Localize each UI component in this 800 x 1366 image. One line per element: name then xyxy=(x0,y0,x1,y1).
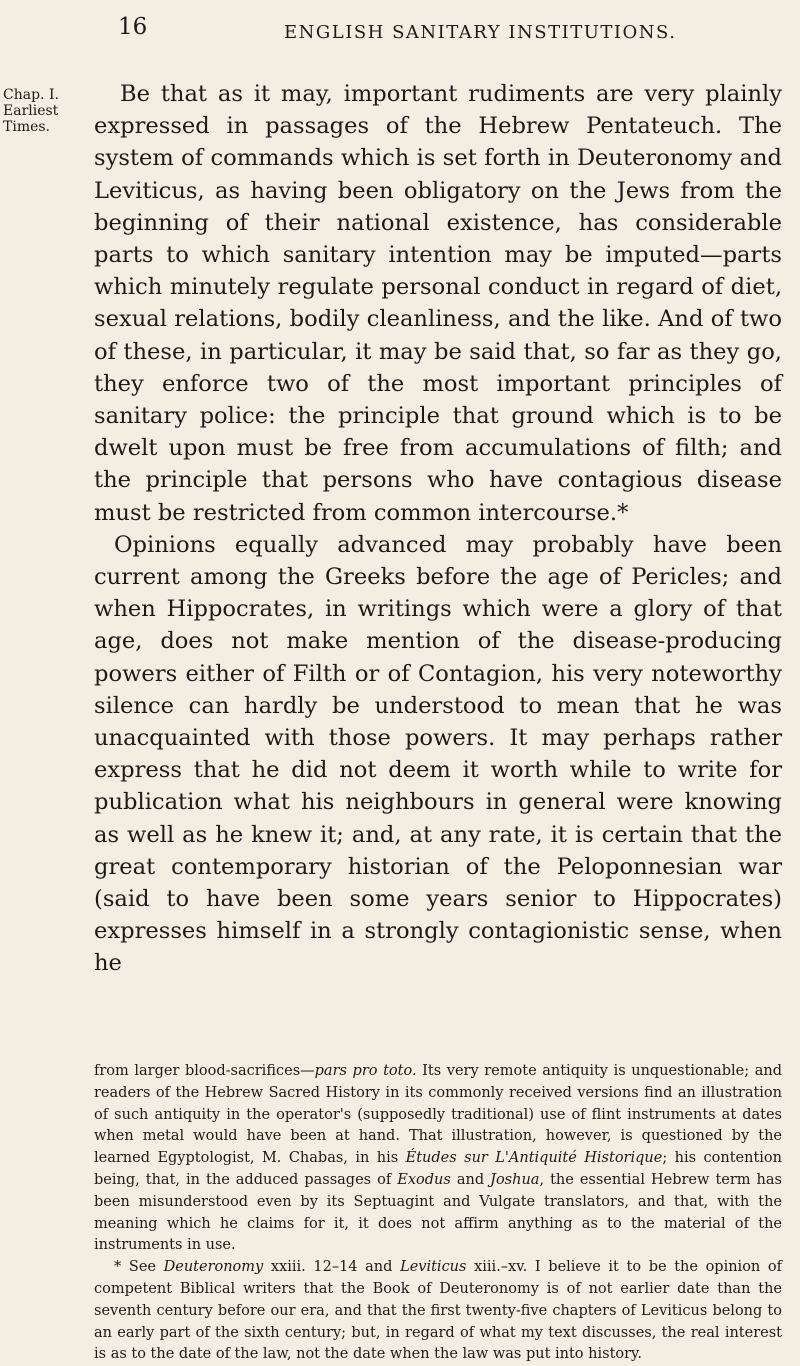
fn1-italic-1: pars pro toto. xyxy=(314,1063,417,1079)
fn1-italic-3: Exodus xyxy=(397,1171,451,1188)
fn1-italic-4: Joshua xyxy=(490,1171,540,1188)
footnote-continuation xyxy=(94,1061,782,1257)
running-head: ENGLISH SANITARY INSTITUTIONS. xyxy=(284,22,677,43)
fn1-text-d: and xyxy=(450,1171,491,1188)
fn2-italic-1: Deuteronomy xyxy=(163,1259,264,1276)
fn2-text-a: * See xyxy=(114,1259,164,1276)
fn2-text-b: xxiii. 12–14 and xyxy=(263,1259,401,1276)
fn2-text-c: xiii.–xv. I believe it to be the opinion of competent Biblical writers that the Book of Deuteronomy is of not earlier date than the seventh century before our era, and that the first twenty-five chapters of Leviticus belong to an early part of the sixth century; but, in regard of what my text discusses, the real interest is as to the date of the law, not the date when the law was put into history. xyxy=(94,1259,782,1363)
fn1-text-e: , the essential Hebrew term has been misunderstood even by its Septuagint and Vulgate translators, and that, with the meaning which he claims for it, it does not affirm anything as to the material of the instruments in use. xyxy=(94,1171,782,1254)
margin-note-chapter: Chap. I. xyxy=(3,87,59,103)
margin-note xyxy=(3,87,67,135)
footnote-star xyxy=(94,1257,782,1366)
margin-note-line-1: Earliest xyxy=(3,103,59,119)
page-number: 16 xyxy=(118,14,148,40)
body-text xyxy=(94,78,782,980)
margin-note-line-2: Times. xyxy=(3,119,51,135)
paragraph-2: Opinions equally advanced may probably have been current among the Greeks before the age of Pericles; and when Hippocrates, in writings which were a glory of that age, does not make mention of the disease-producing powers either of Filth or of Contagion, his very noteworthy silence can hardly be understood to mean that he was unacquainted with those powers. It may perhaps rather express that he did not deem it worth while to write for publication what his neighbours in general were knowing as well as he knew it; and, at any rate, it is certain that the great contemporary historian of the Peloponnesian war (said to have been some years senior to Hippocrates) expresses himself in a strongly contagionistic sense, when he xyxy=(94,531,782,977)
fn2-italic-2: Leviticus xyxy=(400,1259,467,1276)
footnotes xyxy=(94,1061,782,1366)
paragraph-1: Be that as it may, important rudiments are very plainly expressed in passages of the Hebrew Pentateuch. The system of commands which is set forth in Deuteronomy and Leviticus, as having been obligatory on the Jews from the beginning of their national existence, has considerable parts to which sanitary intention may be imputed—parts which minutely regulate personal conduct in regard of diet, sexual relations, bodily cleanliness, and the like. And of two of these, in particular, it may be said that, so far as they go, they enforce two of the most important principles of sanitary police: the principle that ground which is to be dwelt upon must be free from accumulations of filth; and the principle that persons who have contagious disease must be restricted from common intercourse.* xyxy=(94,81,782,526)
fn1-text-a: from larger blood-sacrifices— xyxy=(94,1063,315,1079)
fn1-italic-2: Études sur L'Antiquité Historique xyxy=(405,1150,663,1167)
fn1-text-c: ; his contention being, that, in the adduced passages of xyxy=(94,1150,782,1188)
fn1-text-b: Its very remote antiquity is unquestionable; and readers of the Hebrew Sacred History in its commonly received versions find an illustration of such antiquity in the operator's (supposedly traditional) use of flint instruments at dates when metal would have been at hand. That illustration, however, is questioned by the learned Egyptologist, M. Chabas, in his xyxy=(94,1063,782,1167)
